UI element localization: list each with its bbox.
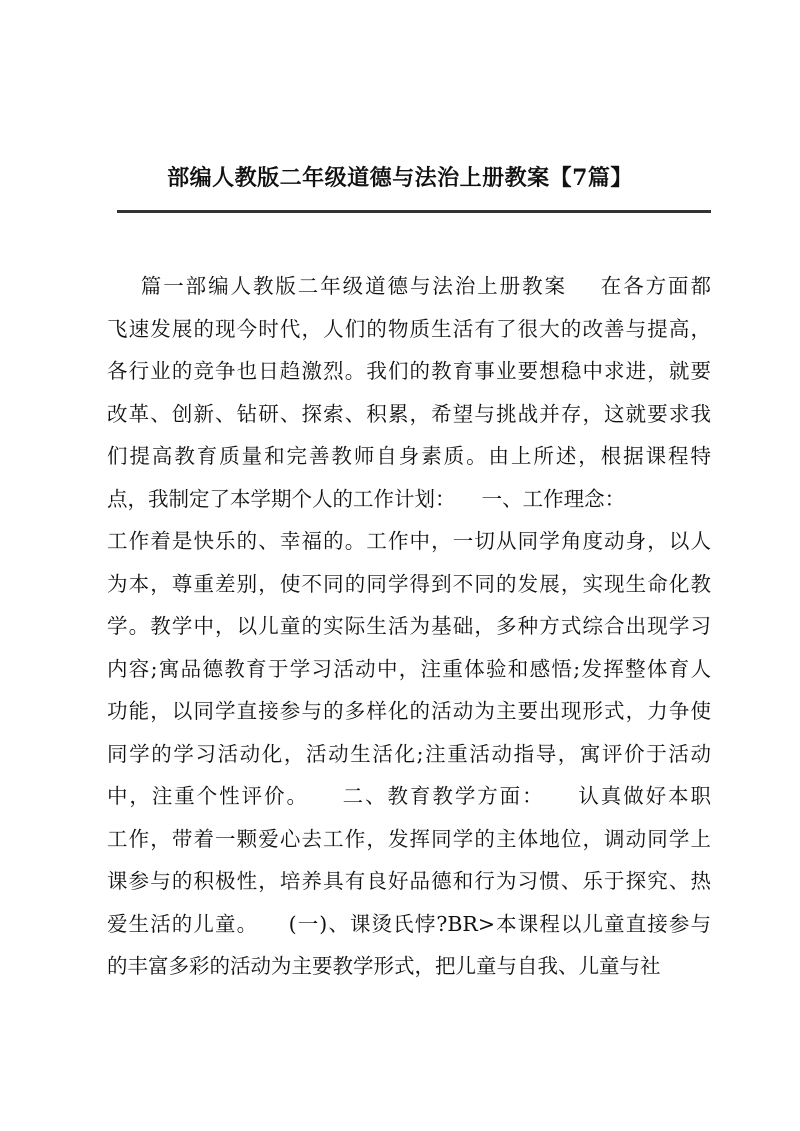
body-line: 改革、创新、钻研、探索、积累，希望与挑战并存，这就要求我 [107,401,711,426]
body-line: 功能，以同学直接参与的多样化的活动为主要出现形式，力争使 [107,699,711,723]
body-line: 爱生活的儿童。 (一)、课烫氏悖?BR>本课程以儿童直接参与 [107,911,711,936]
body-line: 内容;寓品德教育于学习活动中，注重体验和感悟;发挥整体育人 [107,656,711,681]
body-line: 飞速发展的现今时代，人们的物质生活有了很大的改善与提高， [107,316,711,341]
body-line: 中，注重个性评价。 二、教育教学方面： 认真做好本职 [107,784,711,808]
body-line: 同学的学习活动化，活动生活化;注重活动指导，寓评价于活动 [107,741,711,766]
document-body [107,265,711,988]
body-line: 各行业的竞争也日趋激烈。我们的教育事业要想稳中求进，就要 [107,359,711,383]
body-line: 的丰富多彩的活动为主要教学形式，把儿童与自我、儿童与社 [107,954,661,978]
body-line: 点，我制定了本学期个人的工作计划： 一、工作理念： [107,486,626,511]
body-line: 课参与的积极性，培养具有良好品德和行为习惯、乐于探究、热 [107,869,711,893]
body-line: 们提高教育质量和完善教师自身素质。由上所述，根据课程特 [107,444,711,468]
title-divider [117,210,711,213]
body-line: 工作，带着一颗爱心去工作，发挥同学的主体地位，调动同学上 [107,826,711,851]
body-line: 为本，尊重差别，使不同的同学得到不同的发展，实现生命化教 [107,571,711,596]
body-line: 学。教学中，以儿童的实际生活为基础，多种方式综合出现学习 [107,614,711,638]
body-line: 工作着是快乐的、幸福的。工作中，一切从同学角度动身，以人 [107,529,711,553]
body-line: 篇一部编人教版二年级道德与法治上册教案 在各方面都 [107,274,711,298]
document-title: 部编人教版二年级道德与法治上册教案【7篇】 [167,165,633,191]
